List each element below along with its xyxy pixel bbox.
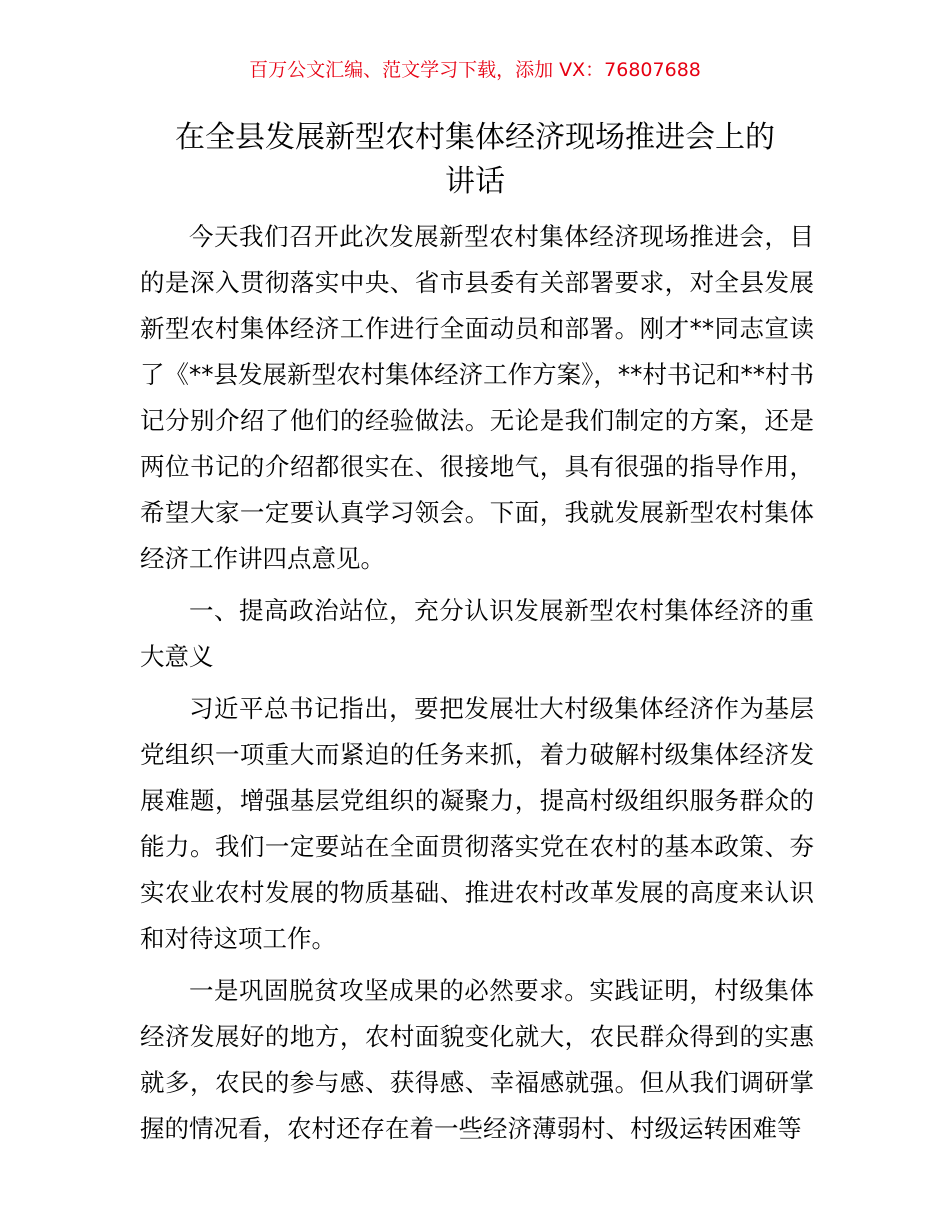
watermark-banner: 百万公文汇编、范文学习下载，添加 VX：76807688 (249, 59, 701, 81)
paragraph-section-1: 习近平总书记指出，要把发展壮大村级集体经济作为基层党组织一项重大而紧迫的任务来抓，着力破解村级集体经济发展难题，增强基层党组织的凝聚力，提高村级组织服务群众的能力。我们一定要站在全面贯彻落实党在农村的基本政策、夯实农业农村发展的物质基础、推进农村改革发展的高度来认识和对待这项工作。 (140, 694, 814, 953)
document-title (120, 116, 830, 204)
paragraph-point-1: 一是巩固脱贫攻坚成果的必然要求。实践证明，村级集体经济发展好的地方，农村面貌变化就大，农民群众得到的实惠就多，农民的参与感、获得感、幸福感就强。但从我们调研掌握的情况看，农村还存在着一些经济薄弱村、村级运转困难等 (140, 976, 814, 1143)
section-heading-1: 一、提高政治站位，充分认识发展新型农村集体经济的重大意义 (140, 596, 814, 671)
document-body (140, 214, 814, 1158)
paragraph-intro: 今天我们召开此次发展新型农村集体经济现场推进会，目的是深入贯彻落实中央、省市县委有关部署要求，对全县发展新型农村集体经济工作进行全面动员和部署。刚才**同志宣读了《**县发展新型农村集体经济工作方案》，**村书记和**村书记分别介绍了他们的经验做法。无论是我们制定的方案，还是两位书记的介绍都很实在、很接地气，具有很强的指导作用，希望大家一定要认真学习领会。下面，我就发展新型农村集体经济工作讲四点意见。 (140, 222, 814, 573)
document-title-line-1: 在全县发展新型农村集体经济现场推进会上的 (175, 120, 775, 155)
document-title-line-2: 讲话 (445, 164, 505, 199)
